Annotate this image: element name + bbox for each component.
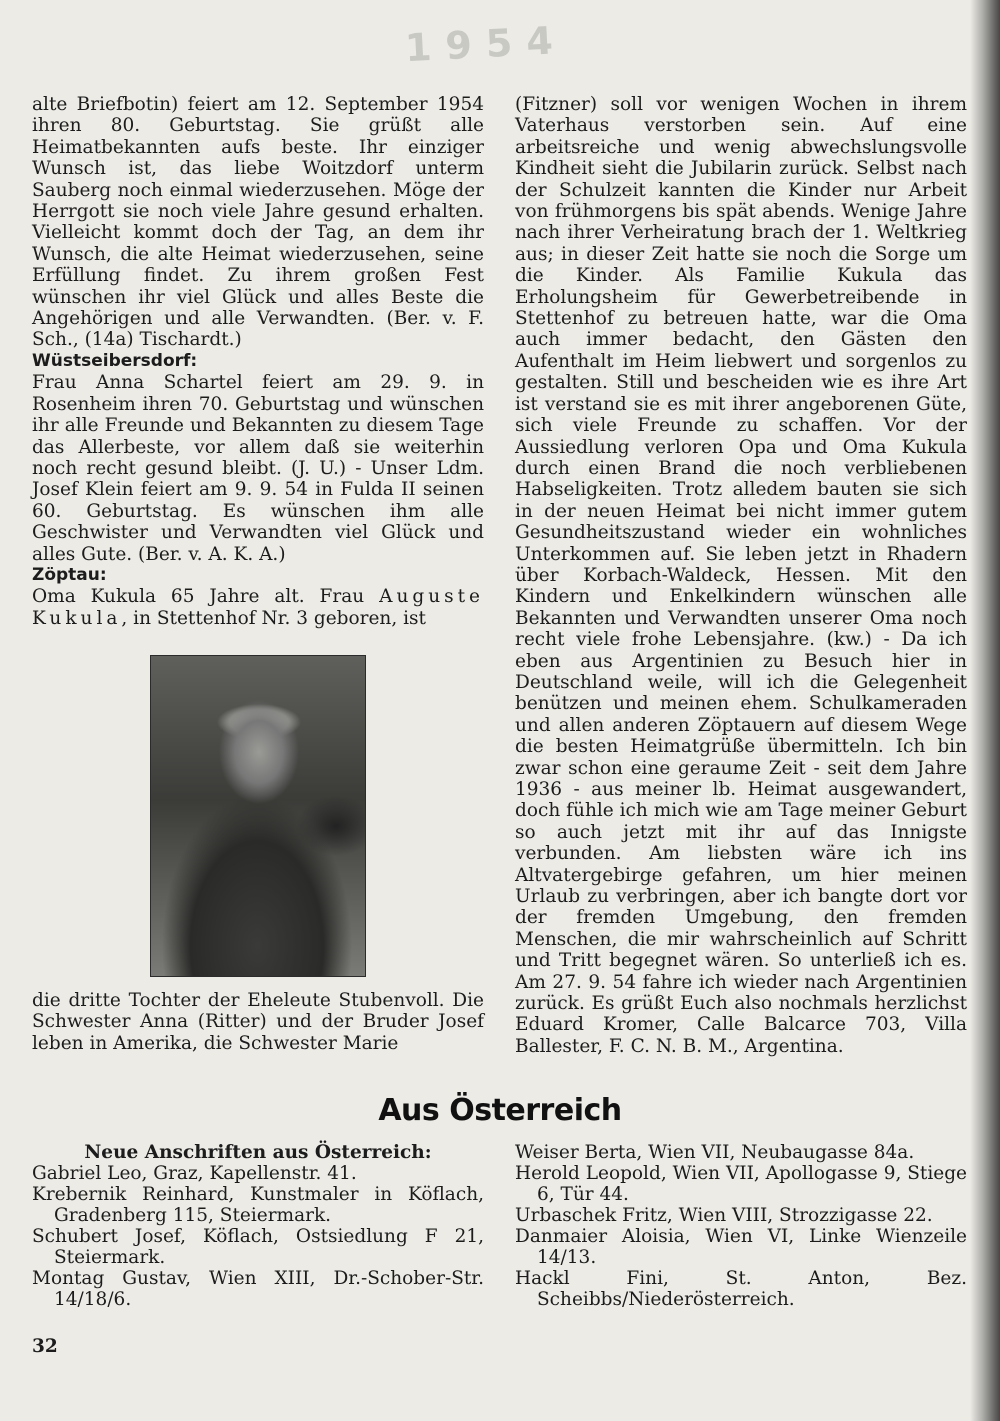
address-entry: Schubert Josef, Köflach, Ostsiedlung F 21, Steiermark. <box>32 1226 484 1268</box>
heading-zoeptau: Zöptau: <box>32 564 107 585</box>
page-binding-shadow <box>970 0 1000 1421</box>
birthday-note-woitzdorf: alte Briefbotin) feiert am 12. September 1954 ihren 80. Geburtstag. Sie grüßt alle Heimatbekannten aufs beste. Ihr einziger Wunsch ist, das liebe Woitzdorf unterm Sauberg noch einmal wiederzusehen. Möge der Herrgott sie noch viele Jahre gesund erhalten. Vielleicht kommt doch der Tag, an dem ihr Wunsch, die alte Heimat wiederzusehen, seine Erfüllung findet. Zu ihrem großen Fest wünschen ihr viel Glück und alles Beste die Angehörigen und alle Verwandten. (Ber. v. F. Sch., (14a) Tischardt.) <box>32 94 484 351</box>
address-entry: Urbaschek Fritz, Wien VIII, Strozzigasse 22. <box>515 1205 933 1226</box>
birthday-note-zoeptau-start <box>32 586 484 629</box>
zoeptau-article-body: (Fitzner) soll vor wenigen Wochen in ihrem Vaterhaus verstorben sein. Auf eine arbeitsreiche und wenig abwechslungsvolle Kindheit sieht die Jubilarin zurück. Selbst nach der Schulzeit kannten die Kinder nur Arbeit von frühmorgens bis spät abends. Wenige Jahre nach ihrer Verheiratung brach der 1. Weltkrieg aus; in dieser Zeit hatte sie noch die Sorge um die Kinder. Als Familie Kukula das Erholungsheim für Gewerbetreibende in Stettenhof zu betreuen hatte, war die Oma auch immer bedacht, den Gästen den Aufenthalt im Heim liebwert und sorgenlos zu gestalten. Still und bescheiden wie es ihre Art ist verstand sie es mit ihrer angeborenen Güte, sich viele Freunde zu schaffen. Vor der Aussiedlung verloren Opa und Oma Kukula durch einen Brand die noch verbliebenen Habseligkeiten. Trotz alledem bauten sie sich in der neuen Heimat bei nicht immer gutem Gesundheitszustand wieder ein wohnliches Unterkommen auf. Sie leben jetzt in Rhadern über Korbach-Waldeck, Hessen. Mit den Kindern und Enkelkindern wünschen alle Bekannten und Verwandten unserer Oma noch recht viele frohe Lebensjahre. (kw.) - Da ich eben aus Argentinien zu Besuch hier in Deutschland weile, will ich die Gelegenheit benützen und meinen ehem. Schulkameraden und allen anderen Zöptauern auf diesem Wege die besten Heimatgrüße übermitteln. Ich bin zwar schon eine geraume Zeit - seit dem Jahre 1936 - aus meiner lb. Heimat ausgewandert, doch fühle ich mich wie am Tage meiner Geburt so auch jetzt mit ihr auf das Innigste verbunden. Am liebsten wäre ich ins Altvatergebirge gefahren, um hier meinen Urlaub zu verbringen, aber ich bangte dort vor der fremden Umgebung, den fremden Menschen, die mir wahrscheinlich auf Schritt und Tritt begegnet wären. So unterließ ich es. Am 27. 9. 54 fahre ich wieder nach Argentinien zurück. Es grüßt Euch also nochmals herzlichst Eduard Kromer, Calle Balcarce 703, Villa Ballester, F. C. N. B. M., Argentina. <box>515 94 967 1057</box>
address-entry: Montag Gustav, Wien XIII, Dr.-Schober-Str. 14/18/6. <box>32 1268 484 1310</box>
page-number: 32 <box>32 1336 58 1357</box>
address-list-right <box>515 1142 967 1310</box>
address-list-left <box>32 1142 484 1310</box>
section-title: Aus Österreich <box>378 1093 622 1128</box>
address-entry: Hackl Fini, St. Anton, Bez. Scheibbs/Niederösterreich. <box>515 1268 967 1310</box>
address-entry: Herold Leopold, Wien VII, Apollogasse 9, Stiege 6, Tür 44. <box>515 1163 967 1205</box>
zoeptau-continuation: die dritte Tochter der Eheleute Stubenvoll. Die Schwester Anna (Ritter) und der Bruder Josef leben in Amerika, die Schwester Marie <box>32 990 484 1054</box>
birthday-note-wuestseibersdorf: Frau Anna Schartel feiert am 29. 9. in Rosenheim ihren 70. Geburtstag und wünschen ihr alle Freunde und Bekannten zu diesem Tage das Allerbeste, vor allem daß sie weiterhin noch recht gesund bleibt. (J. U.) - Unser Ldm. Josef Klein feiert am 9. 9. 54 in Fulda II seinen 60. Geburtstag. Es wünschen ihm alle Geschwister und Verwandten viel Glück und alles Gute. (Ber. v. A. K. A.) <box>32 372 484 565</box>
year-stamp: 1954 <box>403 17 568 71</box>
address-entry: Gabriel Leo, Graz, Kapellenstr. 41. <box>32 1163 357 1184</box>
left-column-top <box>32 94 484 629</box>
text-fragment: Oma Kukula 65 Jahre alt. Frau <box>32 586 380 608</box>
text-fragment: , in Stettenhof Nr. 3 geboren, ist <box>121 607 426 629</box>
right-column <box>515 94 967 1057</box>
address-entry: Weiser Berta, Wien VII, Neubaugasse 84a. <box>515 1142 915 1163</box>
address-subhead: Neue Anschriften aus Österreich: <box>84 1142 432 1163</box>
heading-wuestseibersdorf: Wüstseibersdorf: <box>32 350 198 371</box>
left-column-bottom <box>32 990 484 1054</box>
name-kukula: Kukula <box>32 607 122 629</box>
portrait-photo <box>150 655 366 977</box>
address-entry: Krebernik Reinhard, Kunstmaler in Köflach, Gradenberg 115, Steiermark. <box>32 1184 484 1226</box>
address-entry: Danmaier Aloisia, Wien VI, Linke Wienzeile 14/13. <box>515 1226 967 1268</box>
name-auguste: Auguste <box>379 586 484 608</box>
